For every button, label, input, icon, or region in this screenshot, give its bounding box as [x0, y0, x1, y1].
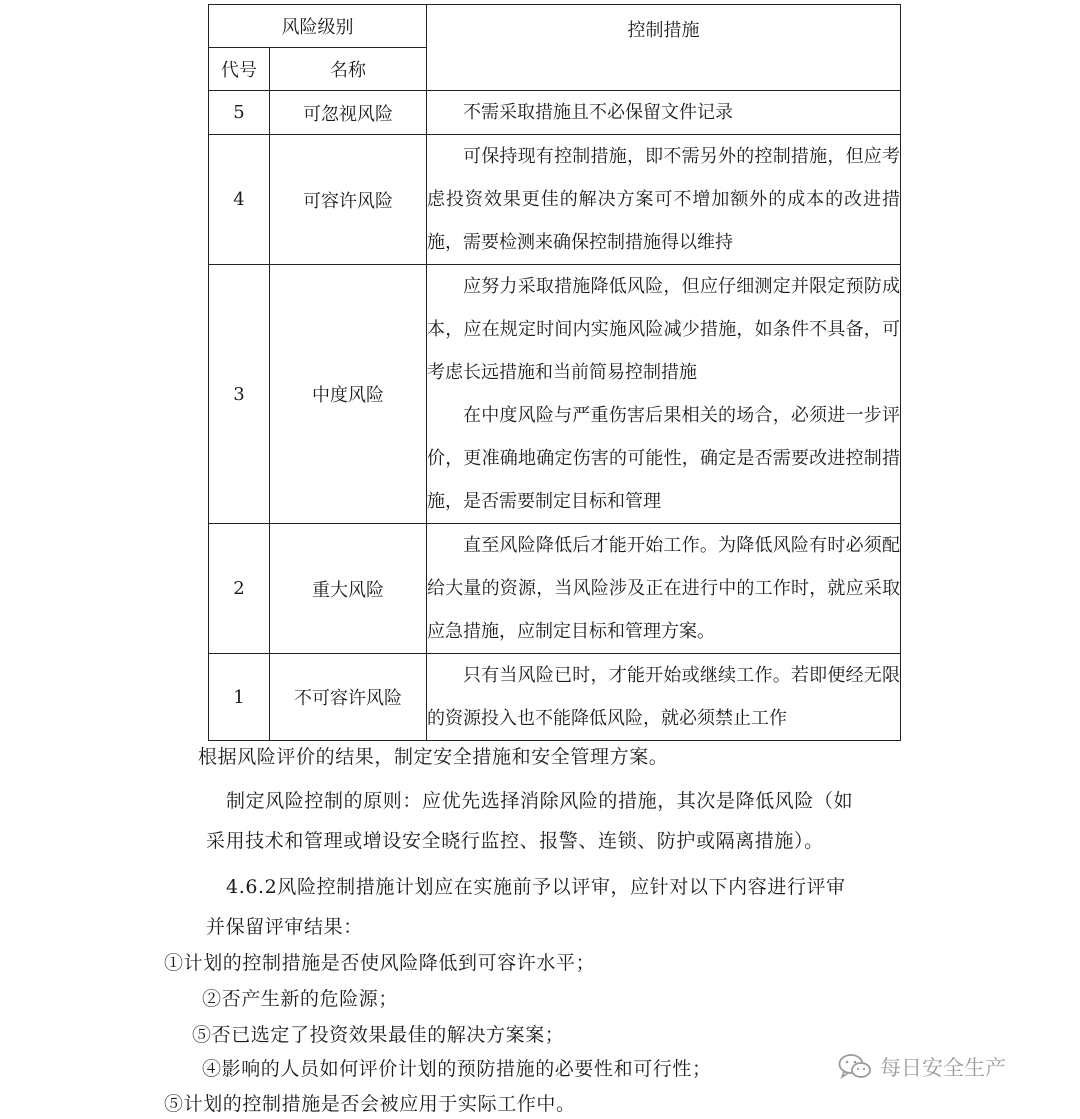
risk-name: 中度风险 — [270, 265, 427, 524]
risk-code: 2 — [209, 524, 270, 654]
measure-paragraph: 在中度风险与严重伤害后果相关的场合，必须进一步评价，更准确地确定伤害的可能性，确定是否需要改进控制措施，是否需要制定目标和管理 — [427, 405, 900, 512]
header-name: 名称 — [270, 48, 427, 91]
risk-name: 可忽视风险 — [270, 91, 427, 135]
risk-code: 4 — [209, 135, 270, 265]
table-row — [209, 135, 901, 265]
header-risk-level: 风险级别 — [209, 5, 427, 48]
risk-measures — [427, 265, 901, 524]
list-item: ⑤计划的控制措施是否会被应用于实际工作中。 — [164, 1093, 576, 1115]
measure-paragraph: 不需采取措施且不必保留文件记录 — [463, 102, 733, 123]
table-row — [209, 265, 901, 524]
risk-level-table — [208, 4, 901, 741]
watermark — [838, 1052, 1006, 1082]
risk-measures — [427, 654, 901, 741]
table-row — [209, 654, 901, 741]
table-row — [209, 91, 901, 135]
list-item: ①计划的控制措施是否使风险降低到可容许水平； — [164, 952, 596, 974]
body-paragraph: 制定风险控制的原则：应优先选择消除风险的措施，其次是降低风险（如 — [226, 790, 854, 812]
list-item: ④影响的人员如何评价计划的预防措施的必要性和可行性； — [202, 1058, 712, 1080]
section-paragraph: 并保留评审结果： — [206, 916, 363, 938]
measure-paragraph: 直至风险降低后才能开始工作。为降低风险有时必须配给大量的资源，当风险涉及正在进行中的工作时，就应采取应急措施，应制定目标和管理方案。 — [427, 535, 900, 642]
watermark-text: 每日安全生产 — [880, 1056, 1006, 1080]
list-item: ⑤否已选定了投资效果最佳的解决方案案； — [192, 1024, 565, 1046]
risk-measures — [427, 524, 901, 654]
risk-measures — [427, 91, 901, 135]
measure-paragraph: 应努力采取措施降低风险，但应仔细测定并限定预防成本，应在规定时间内实施风险减少措施，如条件不具备，可考虑长远措施和当前简易控制措施 — [427, 276, 900, 383]
table-row — [209, 524, 901, 654]
risk-name: 重大风险 — [270, 524, 427, 654]
wechat-icon — [838, 1053, 872, 1081]
risk-code: 5 — [209, 91, 270, 135]
section-paragraph: 4.6.2风险控制措施计划应在实施前予以评审，应针对以下内容进行评审 — [226, 876, 846, 898]
table-header-row — [209, 5, 901, 48]
body-paragraph: 采用技术和管理或增设安全晓行监控、报警、连锁、防护或隔离措施）。 — [206, 830, 824, 852]
measure-paragraph: 只有当风险已时，才能开始或继续工作。若即便经无限的资源投入也不能降低风险，就必须禁止工作 — [427, 665, 900, 729]
risk-code: 1 — [209, 654, 270, 741]
header-control-measures: 控制措施 — [427, 5, 901, 91]
risk-code: 3 — [209, 265, 270, 524]
risk-measures — [427, 135, 901, 265]
body-paragraph: 根据风险评价的结果，制定安全措施和安全管理方案。 — [198, 746, 669, 768]
risk-name: 可容许风险 — [270, 135, 427, 265]
risk-name: 不可容许风险 — [270, 654, 427, 741]
measure-paragraph: 可保持现有控制措施，即不需另外的控制措施，但应考虑投资效果更佳的解决方案可不增加额外的成本的改进措施，需要检测来确保控制措施得以维持 — [427, 146, 900, 253]
header-code: 代号 — [209, 48, 270, 91]
list-item: ②否产生新的危险源； — [202, 988, 399, 1010]
